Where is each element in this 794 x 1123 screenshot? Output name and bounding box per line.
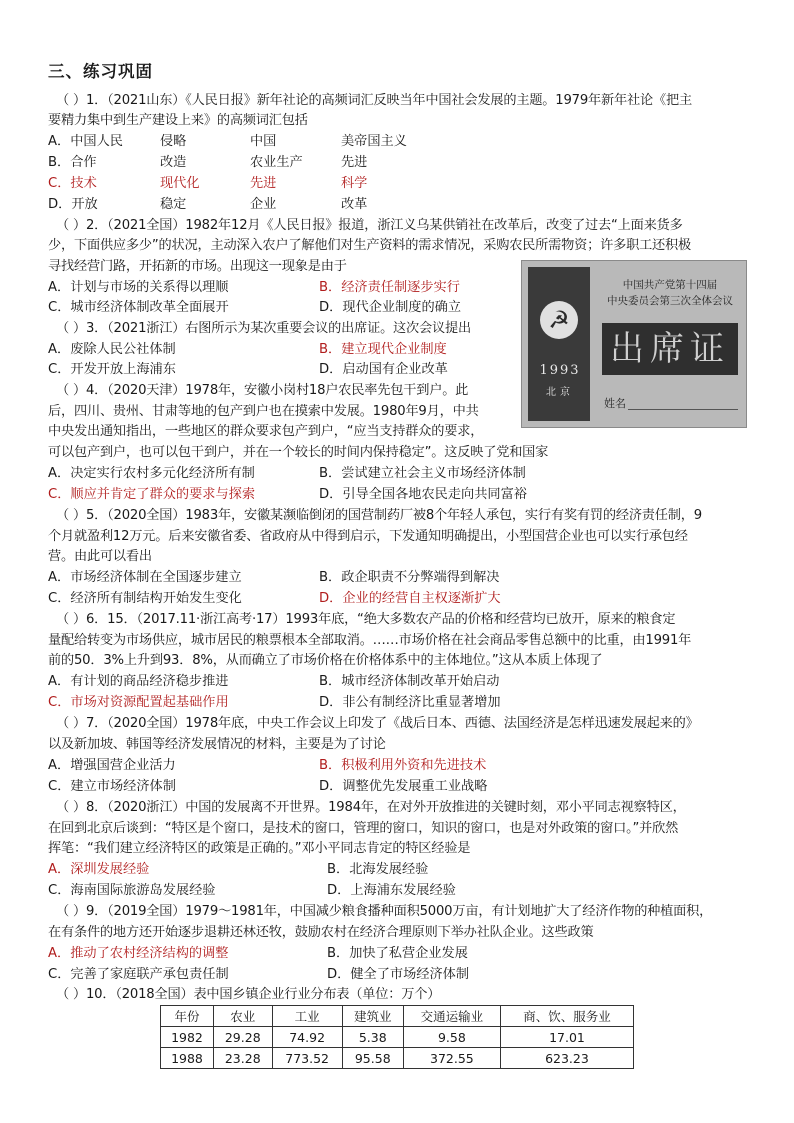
table-header-cell: 农业: [213, 1006, 272, 1027]
q1-option-d-1: D．开放: [48, 197, 98, 212]
hammer-sickle-icon: ☭: [540, 301, 578, 339]
question-8-line-2: 在回到北京后谈到：“特区是个窗口，是技术的窗口，管理的窗口，知识的窗口，也是对外政策的窗口。”并欣然: [48, 821, 679, 836]
q3-option-a: A．废除人民公社体制: [48, 342, 176, 357]
q1-option-b-3: 农业生产: [250, 155, 303, 170]
q1-option-c-3: 先进: [250, 176, 277, 191]
table-header-cell: 年份: [161, 1006, 214, 1027]
certificate-left-panel: [528, 267, 590, 421]
q1-option-c-2: 现代化: [160, 176, 200, 191]
table-cell: 5.38: [342, 1027, 403, 1048]
certificate-heading-2: 中央委员会第三次全体会议: [607, 295, 733, 307]
q1-option-d-4: 改革: [341, 197, 368, 212]
question-9-line-2: 在有条件的地方还开始逐步退耕还林还牧，鼓励农村在经济合理原则下举办社队企业。这些政策: [48, 925, 594, 940]
table-header-row: [161, 1006, 634, 1027]
q1-option-a-4: 美帝国主义: [341, 134, 407, 149]
q7-option-b: B．积极利用外资和先进技术: [319, 758, 487, 773]
certificate-name-line: [628, 409, 738, 410]
q5-option-c: C．经济所有制结构开始发生变化: [48, 591, 242, 606]
question-6-line-1: （ ）6．15．（2017.11·浙江高考·17）1993年底，“绝大多数农产品的价格和经营均已放开，原来的粮食定: [56, 612, 676, 627]
table-row: [161, 1048, 634, 1069]
certificate-city: 北京: [546, 387, 574, 398]
table-cell: 9.58: [403, 1027, 500, 1048]
table-row: [161, 1027, 634, 1048]
q6-option-d: D．非公有制经济比重显著增加: [319, 695, 501, 710]
question-5-line-2: 个月就盈利12万元。后来安徽省委、省政府从中得到启示，下发通知明确提出，小型国营企业也可以实行承包经: [48, 529, 688, 544]
q5-option-b: B．政企职责不分弊端得到解决: [319, 570, 500, 585]
q1-option-d-3: 企业: [250, 197, 277, 212]
q3-option-d: D．启动国有企业改革: [319, 362, 448, 377]
table-header-cell: 交通运输业: [403, 1006, 500, 1027]
q5-option-d: D．企业的经营自主权逐渐扩大: [319, 591, 501, 606]
q1-option-b-1: B．合作: [48, 155, 97, 170]
table-header-cell: 工业: [272, 1006, 342, 1027]
table-header-cell: 建筑业: [342, 1006, 403, 1027]
certificate-year: 1993: [539, 363, 581, 378]
q1-option-c-1: C．技术: [48, 176, 97, 191]
question-10-line-1: （ ）10．（2018全国）表中国乡镇企业行业分布表（单位：万个）: [56, 987, 441, 1002]
table-cell: 372.55: [403, 1048, 500, 1069]
q1-option-b-2: 改造: [160, 155, 187, 170]
question-6-line-2: 量配给转变为市场供应，城市居民的粮票根本全部取消。……市场价格在社会商品零售总额中的比重，由1991年: [48, 633, 692, 648]
q8-option-c: C．海南国际旅游岛发展经验: [48, 883, 216, 898]
q4-option-c: C．顺应并肯定了群众的要求与探索: [48, 487, 256, 502]
table-cell: 1982: [161, 1027, 214, 1048]
section-title: 三、练习巩固: [48, 62, 153, 81]
q6-option-a: A．有计划的商品经济稳步推进: [48, 674, 229, 689]
q7-option-d: D．调整优先发展重工业战略: [319, 779, 488, 794]
question-9-line-1: （ ）9．（2019全国）1979～1981年，中国减少粮食播种面积5000万亩，有计划地扩大了经济作物的种植面积，: [56, 904, 713, 919]
q8-option-b: B．北海发展经验: [327, 862, 429, 877]
question-7-line-2: 以及新加坡、韩国等经济发展情况的材料，主要是为了讨论: [48, 737, 386, 752]
q7-option-a: A．增强国营企业活力: [48, 758, 176, 773]
table-cell: 623.23: [500, 1048, 633, 1069]
table-header-cell: 商、饮、服务业: [500, 1006, 633, 1027]
question-4-line-1: （ ）4．（2020天津）1978年，安徽小岗村18户农民率先包干到户。此: [56, 383, 469, 398]
q1-option-b-4: 先进: [341, 155, 368, 170]
q9-option-d: D．健全了市场经济体制: [327, 967, 470, 982]
q1-option-d-2: 稳定: [160, 197, 187, 212]
q7-option-c: C．建立市场经济体制: [48, 779, 176, 794]
q2-option-c: C．城市经济体制改革全面展开: [48, 300, 229, 315]
q1-option-a-1: A．中国人民: [48, 134, 123, 149]
question-5-line-3: 营。由此可以看出: [48, 549, 152, 564]
question-4-line-3: 中央发出通知指出，一些地区的群众要求包产到户，“应当支持群众的要求，: [48, 424, 484, 439]
q1-option-a-2: 侵略: [160, 134, 187, 149]
table-cell: 1988: [161, 1048, 214, 1069]
q9-option-c: C．完善了家庭联产承包责任制: [48, 967, 229, 982]
question-1-line-2: 要精力集中到生产建设上来》的高频词汇包括: [48, 113, 308, 128]
q8-option-a: A．深圳发展经验: [48, 862, 150, 877]
q4-option-b: B．尝试建立社会主义市场经济体制: [319, 466, 526, 481]
township-enterprise-table: [160, 1005, 634, 1069]
q4-option-a: A．决定实行农村多元化经济所有制: [48, 466, 255, 481]
certificate-heading-1: 中国共产党第十四届: [622, 279, 718, 291]
question-2-line-3: 寻找经营门路，开拓新的市场。出现这一现象是由于: [48, 259, 347, 274]
attendance-certificate-photo: [521, 260, 747, 428]
question-7-line-1: （ ）7．（2020全国）1978年底，中央工作会议上印发了《战后日本、西德、法国经济是怎样迅速发展起来的》: [56, 716, 699, 731]
question-5-line-1: （ ）5．（2020全国）1983年，安徽某濒临倒闭的国营制药厂被8个年轻人承包，实行有奖有罚的经济责任制，9: [56, 508, 702, 523]
q2-option-a: A．计划与市场的关系得以理顺: [48, 280, 229, 295]
question-2-line-1: （ ）2．（2021全国）1982年12月《人民日报》报道，浙江义乌某供销社在改革后，改变了过去“上面来货多: [56, 218, 683, 233]
q8-option-d: D．上海浦东发展经验: [327, 883, 456, 898]
table-cell: 29.28: [213, 1027, 272, 1048]
question-3-line-1: （ ）3．（2021浙江）右图所示为某次重要会议的出席证。这次会议提出: [56, 321, 471, 336]
question-8-line-3: 挥笔：“我们建立经济特区的政策是正确的。”邓小平同志肯定的特区经验是: [48, 841, 471, 856]
q3-option-b: B．建立现代企业制度: [319, 342, 447, 357]
table-cell: 95.58: [342, 1048, 403, 1069]
q6-option-c: C．市场对资源配置起基础作用: [48, 695, 229, 710]
table-cell: 74.92: [272, 1027, 342, 1048]
q1-option-c-4: 科学: [341, 176, 368, 191]
table-cell: 17.01: [500, 1027, 633, 1048]
certificate-title: 出席证: [602, 323, 738, 375]
q9-option-b: B．加快了私营企业发展: [327, 946, 468, 961]
q6-option-b: B．城市经济体制改革开始启动: [319, 674, 500, 689]
q5-option-a: A．市场经济体制在全国逐步建立: [48, 570, 242, 585]
q2-option-d: D．现代企业制度的确立: [319, 300, 462, 315]
table-cell: 773.52: [272, 1048, 342, 1069]
question-4-line-4: 可以包产到户，也可以包干到户，并在一个较长的时间内保持稳定”。这反映了党和国家: [48, 445, 549, 460]
certificate-name-label: 姓名: [604, 397, 626, 410]
table-cell: 23.28: [213, 1048, 272, 1069]
q2-option-b: B．经济责任制逐步实行: [319, 280, 460, 295]
q4-option-d: D．引导全国各地农民走向共同富裕: [319, 487, 527, 502]
q1-option-a-3: 中国: [250, 134, 277, 149]
question-4-line-2: 后，四川、贵州、甘肃等地的包产到户也在摸索中发展。1980年9月，中共: [48, 404, 479, 419]
q9-option-a: A．推动了农村经济结构的调整: [48, 946, 229, 961]
question-2-line-2: 少，下面供应多少”的状况，主动深入农户了解他们对生产资料的需求情况，采购农民所需物资；许多职工还积极: [48, 238, 692, 253]
q3-option-c: C．开发开放上海浦东: [48, 362, 176, 377]
question-1-line-1: （ ）1．（2021山东）《人民日报》新年社论的高频词汇反映当年中国社会发展的主题。1979年新年社论《把主: [56, 93, 692, 108]
question-8-line-1: （ ）8．（2020浙江）中国的发展离不开世界。1984年，在对外开放推进的关键时刻，邓小平同志视察特区，: [56, 800, 686, 815]
question-6-line-3: 前的50．3%上升到93．8%，从而确立了市场价格在价格体系中的主体地位。”这从本质上体现了: [48, 653, 603, 668]
